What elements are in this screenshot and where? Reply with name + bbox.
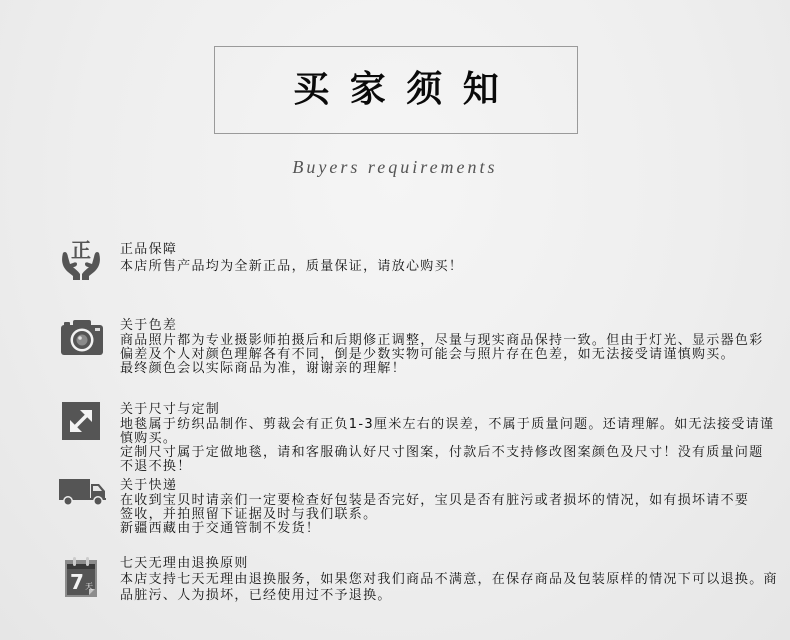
seven-day-calendar-icon (64, 556, 98, 598)
section-size-customization (120, 402, 785, 474)
section-title: 关于色差 (120, 318, 178, 333)
section-text-line: 偏差及个人对颜色理解各有不同，倒是少数实物可能会与照片存在色差，如无法接受请谨慎购买。 (120, 347, 735, 362)
calendar-unit-label: 天 (85, 582, 93, 591)
section-text-line: 慎购买。 (120, 431, 178, 446)
section-text-line: 签收，并拍照留下证据及时与我们联系。 (120, 507, 378, 522)
section-text-line: 本店所售产品均为全新正品，质量保证，请放心购买！ (120, 259, 464, 274)
section-title: 关于快递 (120, 478, 178, 493)
section-text-line: 定制尺寸属于定做地毯，请和客服确认好尺寸图案，付款后不支持修改图案颜色及尺寸！没有质量问题 (120, 445, 764, 460)
section-text-line: 不退不换！ (120, 459, 192, 474)
section-text-line: 新疆西藏由于交通管制不发货！ (120, 521, 321, 536)
section-title: 关于尺寸与定制 (120, 402, 221, 417)
delivery-truck-icon (58, 478, 107, 506)
section-text-line: 在收到宝贝时请亲们一定要检查好包装是否完好，宝贝是否有脏污或者损坏的情况，如有损坏请不要 (120, 493, 750, 508)
camera-icon (60, 318, 104, 356)
section-text-line: 最终颜色会以实际商品为准，谢谢亲的理解！ (120, 361, 407, 376)
page-subtitle: Buyers requirements (292, 157, 498, 177)
section-text-line: 地毯属于纺织品制作、剪裁会有正负1-3厘米左右的误差，不属于质量问题。还请理解。如无法接受请谨 (120, 417, 775, 432)
genuine-glyph: 正 (71, 238, 91, 262)
section-text-line: 本店支持七天无理由退换服务，如果您对我们商品不满意，在保存商品及包装原样的情况下可以退换。商 (120, 572, 778, 587)
section-color-difference (120, 318, 785, 376)
section-genuine-guarantee (120, 242, 785, 274)
section-delivery (120, 478, 785, 536)
section-title: 七天无理由退换原则 (120, 556, 249, 571)
resize-arrow-icon (62, 402, 100, 440)
title-frame (214, 46, 578, 134)
section-text-line: 品脏污、人为损坏，已经使用过不予退换。 (120, 588, 392, 603)
section-title: 正品保障 (120, 242, 178, 257)
section-text-line: 商品照片都为专业摄影师拍摄后和后期修正调整，尽量与现实商品保持一致。但由于灯光、显示器色彩 (120, 333, 764, 348)
page-title: 买 家 须 知 (293, 69, 503, 110)
genuine-guarantee-icon (60, 236, 102, 280)
section-seven-day-return (120, 556, 785, 604)
calendar-number-label: 7 (70, 570, 84, 594)
